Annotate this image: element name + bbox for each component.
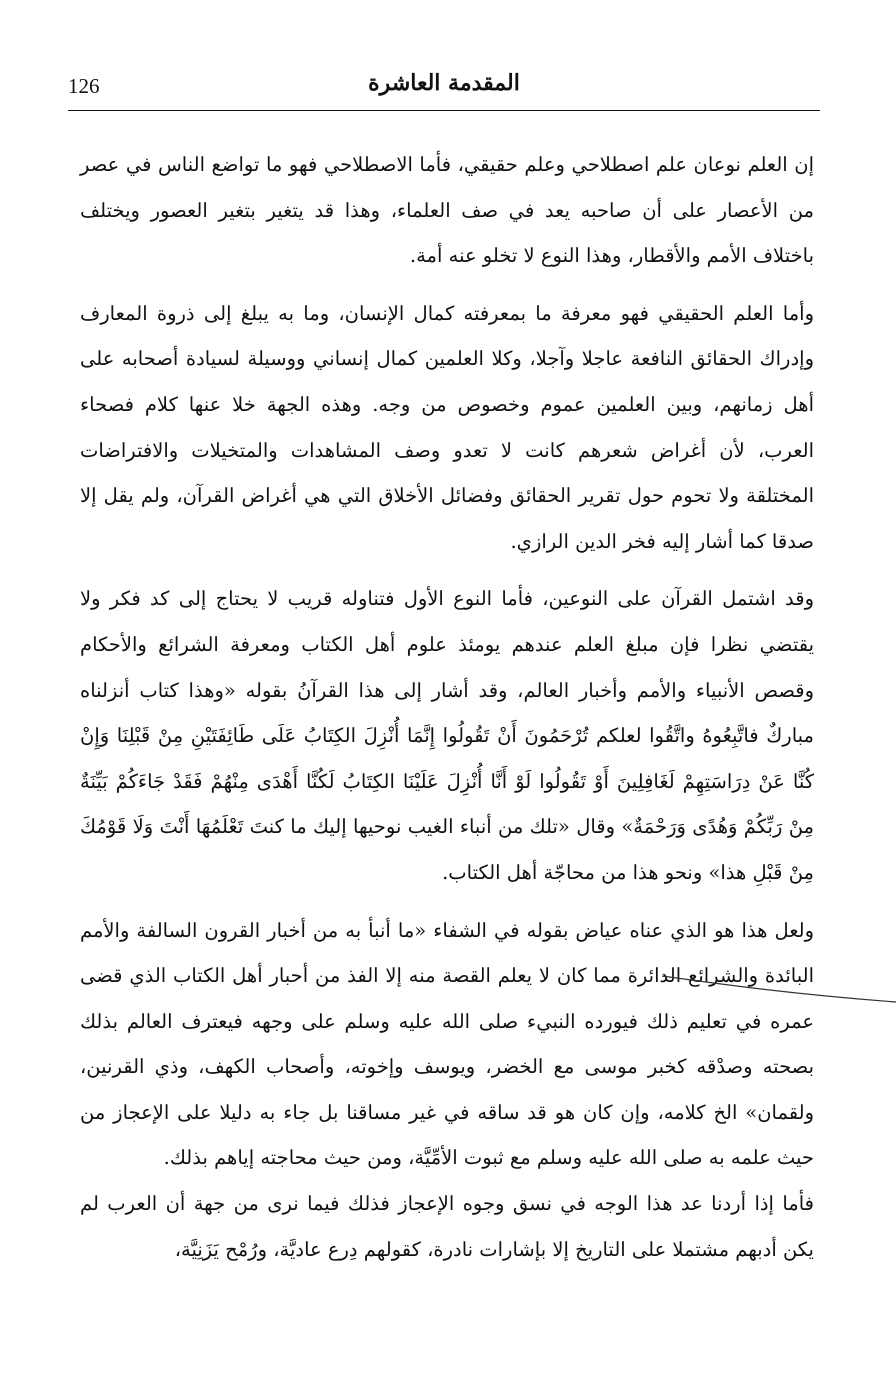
paragraph-2: وأما العلم الحقيقي فهو معرفة ما بمعرفته كمال الإنسان، وما به يبلغ إلى ذروة المعارف وإدراك الحقائق النافعة عاجلا وآجلا، وكلا العلمين كمال إنساني ووسيلة لسيادة أصحابه على أهل زمانهم، وبين العلمين عموم وخصوص من وجه. وهذه الجهة خلا عنها كلام فصحاء العرب، لأن أغراض شعرهم كانت لا تعدو وصف المشاهدات والمتخيلات والافتراضات المختلقة ولا تحوم حول تقرير الحقائق وفضائل الأخلاق التي هي أغراض القرآن، ولم يقل إلا صدقا كما أشار إليه فخر الدين الرازي.: [80, 301, 814, 553]
body-text: [80, 142, 814, 1272]
paragraph-3: وقد اشتمل القرآن على النوعين، فأما النوع الأول فتناوله قريب لا يحتاج إلى كد فكر ولا يقتضي نظرا فإن مبلغ العلم عندهم يومئذ علوم أهل الكتاب ومعرفة الشرائع والأحكام وقصص الأنبياء والأمم وأخبار العالم، وقد أشار إلى هذا القرآنُ بقوله «وهذا كتاب أنزلناه مباركٌ فاتَّبِعُوهُ واتَّقُوا لعلكم تُرْحَمُونَ أَنْ تَقُولُوا إِنَّمَا أُنْزِلَ الكِتَابُ عَلَى طَائِفَتَيْنِ مِنْ قَبْلِنَا وَإِنْ كُنَّا عَنْ دِرَاسَتِهِمْ لَغَافِلِينَ أَوْ تَقُولُوا لَوْ أَنَّا أُنْزِلَ عَلَيْنَا الكِتَابُ لَكُنَّا أَهْدَى مِنْهُمْ فَقَدْ جَاءَكُمْ بَيِّنَةٌ مِنْ رَبِّكُمْ وَهُدًى وَرَحْمَةٌ» وقال «تلك من أنباء الغيب نوحيها إليك ما كنتَ تَعْلَمُهَا أَنْتَ وَلَا قَوْمُكَ مِنْ قَبْلِ هذا» ونحو هذا من محاجّة أهل الكتاب.: [80, 587, 814, 884]
header-rule: [68, 110, 820, 111]
running-header: [68, 66, 820, 106]
chapter-title: المقدمة العاشرة: [368, 70, 520, 96]
paragraph-1: إن العلم نوعان علم اصطلاحي وعلم حقيقي، فأما الاصطلاحي فهو ما تواضع الناس في عصر من الأعصار على أن صاحبه يعد في صف العلماء، وهذا قد يتغير بتغير العصور ويختلف باختلاف الأمم والأقطار، وهذا النوع لا تخلو عنه أمة.: [80, 153, 814, 268]
pen-stroke-mark: [660, 972, 896, 1012]
page-number: 126: [68, 74, 100, 98]
paragraph-5: فأما إذا أردنا عد هذا الوجه في نسق وجوه الإعجاز فذلك فيما نرى من جهة أن العرب لم يكن أدبهم مشتملا على التاريخ إلا بإشارات نادرة، كقولهم دِرع عاديَّة، ورُمْح يَزَنِيَّة،: [80, 1192, 814, 1261]
paragraph-4: ولعل هذا هو الذي عناه عياض بقوله في الشفاء «ما أنبأ به من أخبار القرون السالفة والأمم البائدة والشرائع الدائرة مما كان لا يعلم القصة منه إلا الفذ من أحبار أهل الكتاب الذي قضى عمره في تعليم ذلك فيورده النبيء صلى الله عليه وسلم على وجهه فيعترف العالم بذلك بصحته وصدْقه كخبر موسى مع الخضر، ويوسف وإخوته، وأصحاب الكهف، وذي القرنين، ولقمان» الخ كلامه، وإن كان هو قد ساقه في غير مساقنا بل جاء به دليلا على الإعجاز من حيث علمه به صلى الله عليه وسلم مع ثبوت الأمِّيَّة، ومن حيث محاجته إياهم بذلك.: [80, 918, 814, 1170]
